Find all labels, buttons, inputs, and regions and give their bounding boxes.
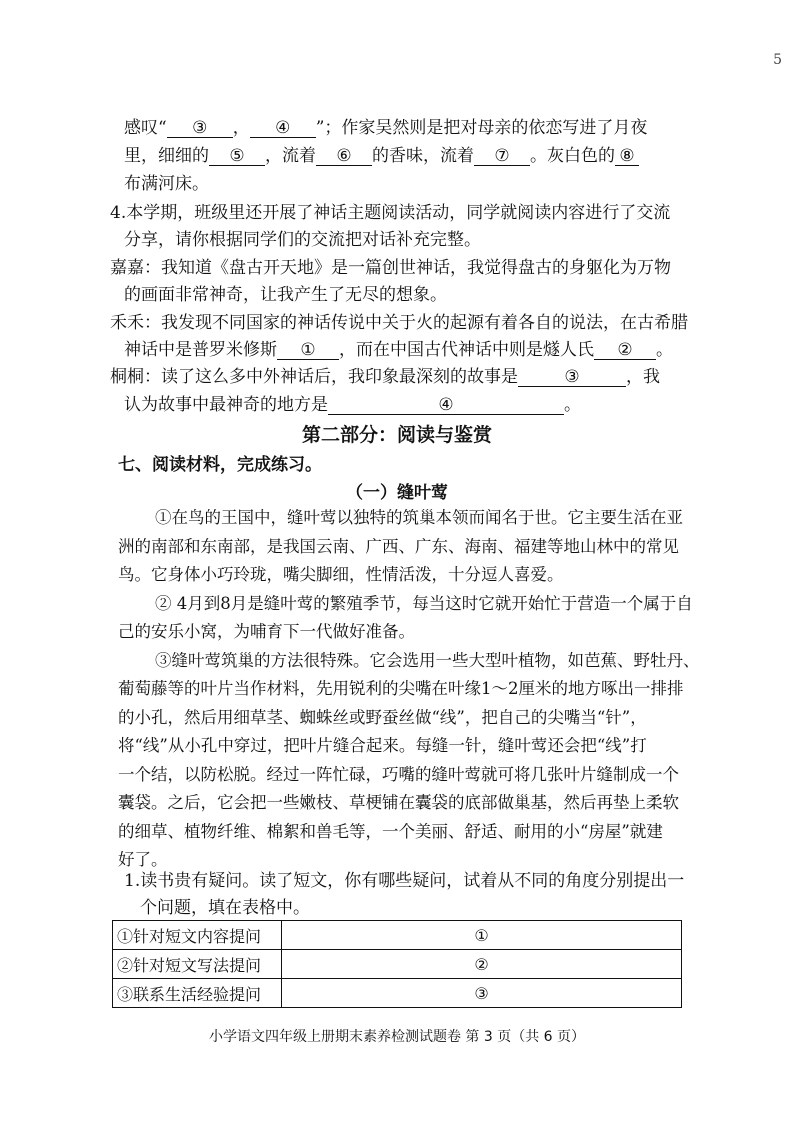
question-1-line-1: 1.读书贵有疑问。读了短文，你有哪些疑问，试着从不同的角度分别提出一: [124, 871, 685, 891]
answer-cell[interactable]: ②: [282, 950, 682, 979]
blank-4[interactable]: ④: [250, 119, 316, 138]
text: 里，细细的: [124, 146, 209, 166]
text: 认为故事中最神奇的地方是: [124, 395, 328, 415]
text: 。: [564, 395, 581, 415]
question-4-line-1: 4.本学期，班级里还开展了神话主题阅读活动，同学就阅读内容进行了交流: [110, 203, 671, 223]
table-label: ①针对短文内容提问: [113, 921, 282, 950]
fill-line-1: [124, 118, 647, 138]
text: 。灰白色的: [530, 146, 615, 166]
text: 神话中是普罗米修斯: [124, 340, 277, 360]
table-row: [113, 950, 682, 979]
answer-cell[interactable]: ③: [282, 979, 682, 1008]
tongtong-line-2: [124, 395, 581, 415]
page-footer: 小学语文四年级上册期末素养检测试题卷 第 3 页（共 6 页）: [208, 1029, 586, 1045]
question-4-line-2: 分享，请你根据同学们的交流把对话补充完整。: [124, 230, 481, 250]
table-label: ③联系生活经验提问: [113, 979, 282, 1008]
passage-line: ② 4月到8月是缝叶莺的繁殖季节，每当这时它就开始忙于营造一个属于自: [155, 594, 693, 613]
table-row: [113, 979, 682, 1008]
text: 桐桐：读了这么多中外神话后，我印象最深刻的故事是: [110, 367, 518, 387]
passage-line: 己的安乐小窝，为哺育下一代做好准备。: [118, 622, 415, 641]
fill-line-3: 布满河床。: [124, 174, 209, 194]
corner-mark: 5: [773, 52, 782, 68]
tongtong-blank-3[interactable]: ③: [518, 368, 626, 387]
text: ”；作家吴然则是把对母亲的依恋写进了月夜: [315, 118, 648, 138]
table-row: [113, 921, 682, 950]
passage-line: 的小孔，然后用细草茎、蜘蛛丝或野蚕丝做“线”，把自己的尖嘴当“针”，: [118, 708, 647, 727]
passage-line: 囊袋。之后，它会把一些嫩枝、草梗铺在囊袋的底部做巢基，然后再垫上柔软: [118, 793, 679, 812]
text: ，流着: [265, 146, 316, 166]
passage-line: 葡萄藤等的叶片当作材料，先用锐利的尖嘴在叶缘1～2厘米的地方啄出一排排: [118, 679, 684, 698]
text: ，而在中国古代神话中则是燧人氏: [339, 340, 594, 360]
passage-line: ③缝叶莺筑巢的方法很特殊。它会选用一些大型叶植物，如芭蕉、野牡丹、: [155, 651, 700, 670]
passage-line: ①在鸟的王国中，缝叶莺以独特的筑巢本领而闻名于世。它主要生活在亚: [155, 508, 683, 527]
hehe-line-1: 禾禾：我发现不同国家的神话传说中关于火的起源有着各自的说法，在古希腊: [110, 313, 688, 333]
part-2-title: 第二部分：阅读与鉴赏: [301, 424, 492, 446]
hehe-blank-1[interactable]: ①: [277, 341, 339, 360]
passage-line: 的细草、植物纤维、棉絮和兽毛等，一个美丽、舒适、耐用的小“房屋”就建: [118, 822, 663, 841]
jiajia-line-2: 的画面非常神奇，让我产生了无尽的想象。: [124, 285, 447, 305]
question-1-line-2: 个问题，填在表格中。: [140, 898, 310, 918]
question-7-heading: 七、阅读材料，完成练习。: [118, 455, 322, 475]
passage-line: 一个结，以防松脱。经过一阵忙碌，巧嘴的缝叶莺就可将几张叶片缝制成一个: [118, 765, 679, 784]
answer-cell[interactable]: ①: [282, 921, 682, 950]
jiajia-line-1: 嘉嘉：我知道《盘古开天地》是一篇创世神话，我觉得盘古的身躯化为万物: [110, 258, 671, 278]
fill-line-2: [124, 146, 639, 166]
blank-7[interactable]: ⑦: [474, 147, 530, 166]
passage-title: （一）缝叶莺: [346, 483, 448, 503]
blank-5[interactable]: ⑤: [209, 147, 265, 166]
passage-line: 洲的南部和东南部，是我国云南、广西、广东、海南、福建等地山林中的常见: [118, 537, 679, 556]
passage-line: 将“线”从小孔中穿过，把叶片缝合起来。每缝一针，缝叶莺还会把“线”打: [118, 736, 647, 755]
text: 感叹“: [124, 118, 167, 138]
text: 的香味，流着: [372, 146, 474, 166]
text: 。: [656, 340, 673, 360]
tongtong-line-1: [110, 367, 660, 387]
table-label: ②针对短文写法提问: [113, 950, 282, 979]
passage-line: 好了。: [118, 850, 168, 869]
question-table: [112, 920, 682, 1008]
text: ，: [232, 118, 250, 138]
passage-line: 鸟。它身体小巧玲珑，嘴尖脚细，性情活泼，十分逗人喜爱。: [118, 565, 564, 584]
tongtong-blank-4[interactable]: ④: [328, 396, 564, 415]
blank-6[interactable]: ⑥: [316, 147, 372, 166]
hehe-blank-2[interactable]: ②: [594, 341, 656, 360]
hehe-line-2: [124, 340, 673, 360]
text: ，我: [626, 367, 660, 387]
blank-3[interactable]: ③: [167, 119, 233, 138]
blank-8[interactable]: ⑧: [615, 147, 639, 166]
